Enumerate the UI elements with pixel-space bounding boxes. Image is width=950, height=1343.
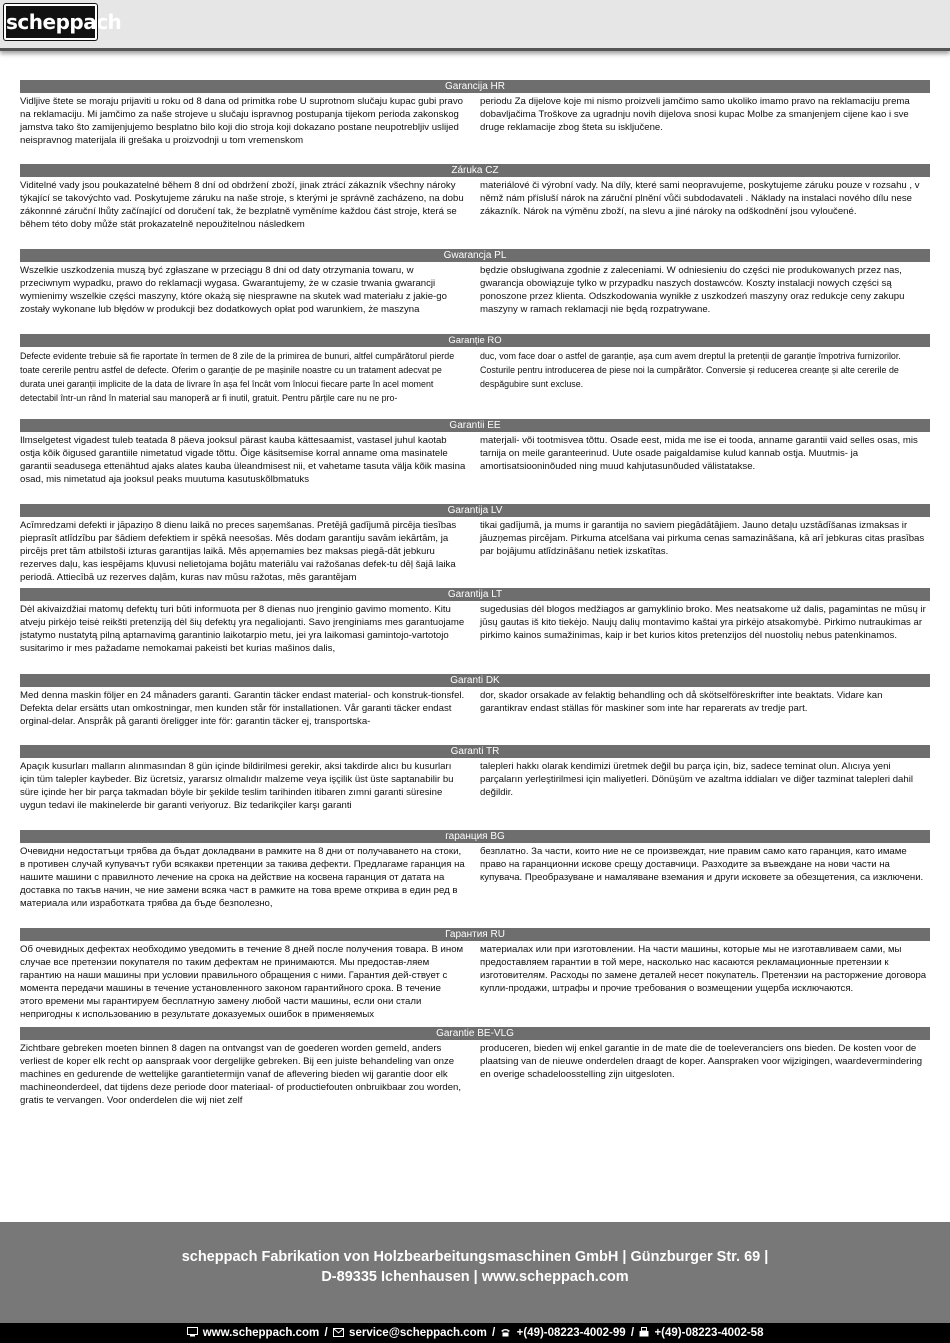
section-text-left: Viditelné vady jsou poukazatelné během 8 dní od obdržení zboží, jinak ztrácí zákazník všechny nároky týkající se takovýchto vad. Poskytujeme záruku na naše stroje, s kterými je správně zacházeno, na dobu zákonnné záruční lhůty začínající od doručení tak, že bezplatně vyměníme každou část stroje, která se během této doby může stát prokazatelně nepoužitelnou následkem (20, 180, 464, 230)
separator: / (324, 1327, 328, 1339)
section-ru (20, 928, 930, 1021)
section-title: Garantija LT (20, 588, 930, 601)
section-text-left: Wszelkie uszkodzenia muszą być zgłaszane w przeciągu 8 dni od daty otrzymania towaru, w przeciwnym wypadku, prawo do reklamacji wygasa. Gwarantujemy, że w czasie trwania gwarancji wymienimy wszelkie części maszyny, które okażą się niesprawne na skutek wad materiału z jakie-go zostały wykonane lub błędów w produkcji bez dodatkowych opłat pod warunkiem, że maszyna (20, 265, 447, 315)
section-text-right: talepleri hakkı olarak kendimizi üretmek değil bu parça için, biz, sadece teminat olun. Alıcıya yeni parçaların yerleştirilmesi için maliyetleri. Dönüşüm ve azaltma iddiaları ve diğer tazminat talepleri dahil değildir. (480, 761, 913, 798)
section-title: Garanti TR (20, 745, 930, 758)
section-ro (20, 334, 930, 405)
section-title: Garantii EE (20, 419, 930, 432)
section-text-left: Acīmredzami defekti ir jāpaziņo 8 dienu laikā no preces saņemšanas. Pretējā gadījumā pircēja tiesības pieprasīt atlīdzību par šādiem defektiem ir spēkā neesošas. Mēs dodam garantiju savām iekārtām, ja pircējs pret tām atbilstoši izturas garantijas laikā. Mēs apņemamies bez maksas piegā-dāt jebkuru rezerves daļu, kas iespējams kļuvusi nelietojama bojātu materiālu vai ražošanas defek-tu dēļ šajā laika periodā. Attiecībā uz rezerves daļām, kuras nav mūsu ražotas, mēs garantējam (20, 520, 457, 583)
section-text-left: Med denna maskin följer en 24 månaders garanti. Garantin täcker endast material- och konstruk-tionsfel. Defekta delar ersätts utan omkostningar, men kunden står för installationen. Vår garanti täcker endast orginal-delar. Anspråk på garanti öreligger inte för: garantin täcker ej, transportska- (20, 690, 465, 727)
section-text-right: безплатно. За части, които ние не се произвеждат, ние правим само като гаранция, като имаме право на гаранционни искове срещу доставчици. Разходите за въвеждане на нови части на купувача. Преобразуване и намаляване вземания и други исковете за обезщетения, са изключени. (480, 846, 924, 883)
footer-company-line: scheppach Fabrikation von Holzbearbeitungsmaschinen GmbH | Günzburger Str. 69 | (181, 1249, 769, 1265)
phone-number[interactable]: +(49)-08223-4002-99 (516, 1327, 626, 1339)
section-text-right: produceren, bieden wij enkel garantie in de mate die de toeleveranciers ons bieden. De kosten voor de plaatsing van de nieuwe onderdelen draagt de koper. Aanspraken voor wijzigingen, waardevermindering en overige schadeloosstelling zijn uitgesloten. (480, 1043, 923, 1080)
section-be (20, 1027, 930, 1107)
header-bar (0, 0, 950, 51)
section-text-right: dor, skador orsakade av felaktig behandling och då skötselföreskrifter inte beaktats. Vidare kan garantikrav endast ställas för maskiner som inte har reparerats av tredje part. (480, 690, 883, 714)
section-hr (20, 80, 930, 147)
section-text-left: Vidljive štete se moraju prijaviti u roku od 8 dana od primitka robe U suprotnom slučaju kupac gubi pravo na reklamaciju. Mi jamčimo za naše strojeve u slučaju ispravnog postupanja tijekom perioda zakonskog jamstva tako što zamijenjujemo besplatno bilo koji dio stroja koji dokazano postane neupotrebljiv uslijed neispravnog materijala ili grešaka u proizvodnji u tom vremenskom (20, 96, 463, 146)
section-text-right: sugedusias dėl blogos medžiagos ar gamyklinio broko. Mes neatsakome už dalis, pagamintas ne mūsų ir jūsų gautas iš kito tiekėjo. Naujų dalių montavimo kaštai yra pirkėjo atsakomybė. Pirkimo nutraukimas ar pirkimo kainos sumažinimas, kaip ir bet kurios kitos pretenzijos dėl nuostolių nebus patenkinamos. (480, 604, 926, 641)
section-title: Garancija HR (20, 80, 930, 93)
section-text-left: Dėl akivaizdžiai matomų defektų turi būti informuota per 8 dienas nuo įrenginio gavimo momento. Kitu atveju pirkėjo teisė reikšti pretenziją dėl šių defektų yra negaliojanti. Savo įrenginiams mes garantuojame įstatymo nustatytą pilną aptarnavimą garantinio laikotarpio metu, jei yra laikomasi gamintojo-vartotojo susitarimo ir mes pažadame nemokamai pakeisti bet kurias mašinos dalis, (20, 604, 465, 654)
section-text-left: Defecte evidente trebuie să fie raportate în termen de 8 zile de la primirea de bunuri, altfel cumpărătorul pierde toate cererile pentru astfel de defecte. Oferim o garanție de pe mașinile noastre cu un tratament adecvat pe durata unei garanții implicite de la data de livrare în așa fel încât vom înlocui fiecare parte în acel moment detectabil într-un rând în material sau manoperă ar fi inutil, gratuit. Pentru părțile care nu ne pro- (20, 351, 455, 403)
section-text-right: материалах или при изготовлении. На части машины, которые мы не изготавливаем сами, мы предоставляем гарантии в той мере, насколько нас касаются рекламационные претензии к изготовителям. Расходы по замене деталей несет покупатель. Претензии на расторжение договора купли-продажи, штрафы и прочие требования о возмещении ущерба исключаются. (480, 944, 927, 994)
section-title: Garanti DK (20, 674, 930, 687)
section-tr (20, 745, 930, 812)
section-lt (20, 588, 930, 655)
section-text-right: materiálové či výrobní vady. Na díly, které sami neopravujeme, poskytujeme záruku pouze v rozsahu , v němž nám přísluší nárok na záruční plnění vůči subdodavateli . Náklady na instalaci nového dílu nese zákazník. Nárok na výměnu zboží, na slevu a jiné nároky na odškodnění jsou vyloučené. (480, 180, 920, 217)
section-title: Garantija LV (20, 504, 930, 517)
section-text-left: Apaçık kusurları malların alınmasından 8 gün içinde bildirilmesi gerekir, aksi takdirde alıcı bu kusurları için tüm talepler kaybeder. Biz ücretsiz, yararsız olmalıdır malzeme veya işçilik üst üste saptanabilir bu süre içinde her bir parça takmadan böyle bir şekilde teslim tarihinden itibaren zımni garanti süresine uygun tedavi ile makinelerde bir garanti veriyoruz. Biz tedarikçiler karşı garanti (20, 761, 454, 811)
section-title: Гарантия RU (20, 928, 930, 941)
section-text-left: Об очевидных дефектах необходимо уведомить в течение 8 дней после получения товара. В ином случае все претензии покупателя по таким дефектам не принимаются. Мы предостав-ляем гарантию на наши машины при условии правильного обращения с ними. Гарантия дей-ствует с момента передачи машины в течение установленного законом гарантийного срока. В течение этого времени мы гарантируем бесплатную замену любой части машины, если они стали непригодны к использованию в результате доказуемых ошибок в применяемых (20, 944, 464, 1020)
separator: / (492, 1327, 496, 1339)
section-title: Gwarancja PL (20, 249, 930, 262)
section-lv (20, 504, 930, 584)
section-text-right: periodu Za dijelove koje mi nismo proizveli jamčimo samo ukoliko imamo pravo na reklamaciju prema dobavljačima Troškove za ugradnju novih dijelova snosi kupac Molbe za smanjenjem cijene kao i sve druge reklamacije zbog šteta su isključene. (480, 96, 910, 133)
monitor-icon (187, 1327, 201, 1339)
section-cz (20, 164, 930, 231)
email-link[interactable]: service@scheppach.com (349, 1327, 487, 1339)
section-text-left: Очевидни недостатъци трябва да бъдат докладвани в рамките на 8 дни от получаването на стоки, в противен случай купувачът губи всякакви претенции за такива дефекти. Предлагаме гаранция на нашите машини с правилното лечение на срока на действие на косвена гаранция от датата на доставка по такъв начин, че ние замени всяка част в рамките на това време открива в един ред в материала или изработката трябва да бъде безполезно, (20, 846, 465, 909)
section-text-left: Ilmselgetest vigadest tuleb teatada 8 päeva jooksul pärast kauba kättesaamist, vastasel juhul kaotab ostja kõik õigused garantiile nimetatud vigade tõttu. Õige käsitsemise korral anname oma masinatele garantii seadusega ettenähtud ajaks alates kauba üleandmisest nii, et vahetame tasuta välja kõik masina osad, mis nimetatud aja jooksul peaks muutuma kasutuskõlbmatuks (20, 435, 466, 485)
footer-contact-bar (0, 1323, 950, 1343)
section-title: Garanție RO (20, 334, 930, 347)
section-dk (20, 674, 930, 728)
separator: / (630, 1327, 635, 1339)
section-ee (20, 419, 930, 486)
fax-number: +(49)-08223-4002-58 (654, 1327, 764, 1339)
section-text-right: duc, vom face doar o astfel de garanție, așa cum avem dreptul la pretenții de garanție împotriva furnizorilor. Costurile pentru introducerea de piese noi la cumpărător. Conversie și reducerea creanțe și alte cererile de despăgubire sunt excluse. (480, 351, 901, 389)
section-text-right: tikai gadījumā, ja mums ir garantija no saviem piegādātājiem. Jauno detaļu uzstādīšanas izmaksas ir jāuzņemas pircējam. Pirkuma atcelšana vai pirkuma cenas samazināšana, kā arī jebkuras citas prasības par bojājumu atlīdzināšanu netiek izskatītas. (480, 520, 925, 557)
section-title: гаранция BG (20, 830, 930, 843)
section-title: Záruka CZ (20, 164, 930, 177)
website-link[interactable]: www.scheppach.com (202, 1327, 320, 1339)
phone-icon (500, 1327, 514, 1339)
section-text-right: materjali- või tootmisvea tõttu. Osade eest, mida me ise ei tooda, anname garantii vaid selles osas, mis tarnija on meile garanteerinud. Uute osade paigaldamise kulud kannab ostja. Muutmis- ja amortisatsiooninõuded ning muud kahjutasunõuded välistatakse. (480, 435, 918, 472)
fax-icon (639, 1327, 652, 1339)
section-bg (20, 830, 930, 910)
section-pl (20, 249, 930, 316)
scheppach-logo: scheppach (4, 4, 97, 40)
section-text-right: będzie obsługiwana zgodnie z zaleceniami. W odniesieniu do części nie produkowanych przez nas, gwarancja obowiązuje tylko w przypadku naszych dostawców. Koszty instalacji nowych części są ponoszone przez klienta. Odszkodowania wynikłe z uszkodzeń maszyny oraz redukcje ceny zakupu maszyny w ramach reklamacji nie będą rozpatrywane. (480, 265, 905, 315)
footer-address-line: D-89335 Ichenhausen | www.scheppach.com (321, 1269, 629, 1285)
envelope-icon (333, 1327, 347, 1339)
section-text-left: Zichtbare gebreken moeten binnen 8 dagen na ontvangst van de goederen worden gemeld, anders verliest de koper elk recht op aanspraak voor dergelijke gebreken. Bij een juiste behandeling van onze machines en gedurende de wettelijke garantietermijn vanaf de aflevering bieden wij garantie door elk machineonderdeel, dat tijdens deze periode door materiaal- of productiefouten onbruikbaar zou worden, gratis te vervangen. Voor onderdelen die wij niet zelf (20, 1043, 462, 1106)
section-title: Garantie BE-VLG (20, 1027, 930, 1040)
